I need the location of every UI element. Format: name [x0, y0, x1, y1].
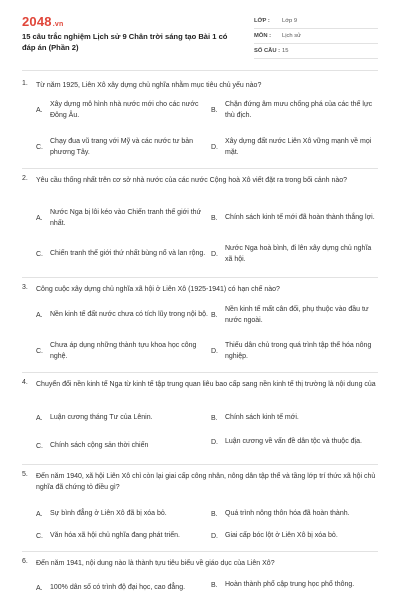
option-c[interactable] — [36, 439, 208, 453]
option-a[interactable] — [36, 208, 208, 229]
option-a[interactable] — [36, 100, 208, 121]
option-letter: B. — [211, 215, 218, 222]
option-b[interactable] — [211, 411, 376, 425]
option-b[interactable] — [211, 507, 376, 521]
option-letter: A. — [36, 107, 43, 114]
logo-text: 2048 — [22, 14, 52, 29]
option-c[interactable] — [36, 529, 208, 543]
option-letter: A. — [36, 510, 43, 518]
option-letter: B. — [211, 312, 218, 319]
question-text: Đến năm 1941, nội dung nào là thành tựu tiêu biểu về giáo dục của Liên Xô? — [36, 560, 275, 567]
option-text: Chưa áp dụng những thành tựu khoa học công nghệ. — [50, 342, 197, 360]
meta-table — [254, 14, 378, 59]
option-a[interactable] — [36, 578, 208, 599]
option-text: Quá trình nông thôn hóa đã hoàn thành. — [225, 509, 350, 517]
meta-row-subject — [254, 29, 378, 44]
option-c[interactable] — [36, 137, 208, 158]
option-letter: C. — [36, 532, 43, 540]
question-4 — [22, 379, 378, 464]
meta-value: 15 — [282, 48, 289, 54]
option-text: Xây dựng đất nước Liên Xô vững mạnh về mọi mặt. — [225, 138, 372, 156]
option-text: Xây dựng mô hình nhà nước mới cho các nước Đông Âu. — [50, 101, 199, 119]
option-text: Chính sách cộng sản thời chiến — [50, 441, 149, 449]
question-1 — [22, 80, 378, 165]
option-letter: D. — [211, 439, 218, 446]
option-b[interactable] — [211, 578, 376, 592]
divider — [22, 372, 378, 373]
question-text: Từ năm 1925, Liên Xô xây dựng chủ nghĩa nhằm mục tiêu chủ yếu nào? — [36, 82, 262, 89]
option-b[interactable] — [211, 208, 376, 229]
option-letter: B. — [211, 414, 218, 422]
option-letter: A. — [36, 215, 43, 222]
divider — [22, 70, 378, 71]
meta-key: MÔN : — [254, 33, 272, 39]
question-text: Yêu cầu thống nhất trên cơ sở nhà nước của các nước Cộng hoà Xô viết đặt ra trong bối cảnh nào? — [36, 177, 348, 184]
option-text: Văn hóa xã hội chủ nghĩa đang phát triển. — [50, 531, 180, 539]
option-c[interactable] — [36, 244, 208, 265]
question-text: Chuyển đổi nền kinh tế Nga từ kinh tế tập trung quan liêu bao cấp sang nền kinh tế thị trường là nội dung của — [36, 381, 376, 388]
meta-key: LỚP : — [254, 18, 270, 24]
option-d[interactable] — [211, 341, 376, 362]
divider — [22, 551, 378, 552]
meta-row-count — [254, 44, 378, 59]
question-number: 4. — [22, 379, 28, 386]
logo-suffix: .vn — [52, 21, 64, 28]
option-text: 100% dân số có trình độ đại học, cao đẳng. — [50, 584, 186, 592]
option-a[interactable] — [36, 305, 208, 326]
question-5 — [22, 471, 378, 548]
option-letter: A. — [36, 312, 43, 319]
option-letter: C. — [36, 442, 43, 450]
divider — [22, 464, 378, 465]
option-text: Chiến tranh thế giới thứ nhất bùng nổ và lan rộng. — [50, 250, 206, 258]
question-number: 2. — [22, 175, 28, 182]
site-logo[interactable] — [22, 14, 63, 29]
question-text: Đến năm 1940, xã hội Liên Xô chỉ còn lại giai cấp công nhân, nông dân tập thể và tầng lớp trí thức xã hội chủ nghĩa đã chứng tỏ điều gì? — [36, 473, 376, 491]
option-letter: D. — [211, 532, 218, 540]
option-letter: A. — [36, 414, 43, 422]
divider — [22, 277, 378, 278]
option-text: Chạy đua vũ trang với Mỹ và các nước tư bản phương Tây. — [50, 138, 194, 156]
option-text: Thiếu dân chủ trong quá trình tập thể hóa nông nghiệp. — [225, 342, 372, 360]
option-a[interactable] — [36, 507, 208, 521]
option-text: Nước Nga hoà bình, đi lên xây dựng chủ nghĩa xã hội. — [225, 245, 372, 263]
question-number: 5. — [22, 471, 28, 478]
meta-key: SỐ CÂU : — [254, 48, 281, 54]
option-text: Hoàn thành phổ cập trung học phổ thông. — [225, 580, 355, 588]
option-text: Nền kinh tế đất nước chưa có tích lũy trong nội bộ. — [50, 311, 208, 319]
option-letter: D. — [211, 144, 218, 151]
option-letter: B. — [211, 510, 218, 518]
option-letter: C. — [36, 144, 43, 151]
option-d[interactable] — [211, 432, 376, 453]
option-text: Sự bình đẳng ở Liên Xô đã bị xóa bỏ. — [50, 509, 167, 517]
question-2 — [22, 175, 378, 275]
option-text: Giai cấp bóc lột ở Liên Xô bị xóa bỏ. — [225, 531, 338, 539]
question-text: Công cuộc xây dựng chủ nghĩa xã hội ở Liên Xô (1925-1941) có hạn chế nào? — [36, 286, 280, 293]
meta-value: Lịch sử — [282, 33, 302, 39]
option-d[interactable] — [211, 529, 376, 543]
option-text: Chặn đứng âm mưu chống phá của các thế lực thù địch. — [225, 101, 373, 119]
meta-row-class — [254, 14, 378, 29]
option-letter: A. — [36, 585, 43, 592]
option-c[interactable] — [36, 341, 208, 362]
option-text: Nước Nga bị lôi kéo vào Chiến tranh thế giới thứ nhất. — [50, 209, 202, 227]
option-b[interactable] — [211, 305, 376, 326]
option-a[interactable] — [36, 411, 208, 425]
option-text: Chính sách kinh tế mới. — [225, 413, 299, 421]
divider — [22, 168, 378, 169]
option-d[interactable] — [211, 137, 376, 158]
option-text: Luận cương về vấn đề dân tộc và thuộc địa. — [225, 438, 362, 446]
question-number: 6. — [22, 558, 28, 565]
document-header — [22, 12, 378, 64]
option-b[interactable] — [211, 100, 376, 121]
option-letter: C. — [36, 251, 43, 258]
option-text: Nền kinh tế mất cân đối, phụ thuộc vào đầu tư nước ngoài. — [225, 306, 369, 324]
option-letter: D. — [211, 348, 218, 355]
option-letter: B. — [211, 107, 218, 114]
option-text: Luận cương tháng Tư của Lênin. — [50, 413, 153, 421]
question-3 — [22, 284, 378, 372]
option-d[interactable] — [211, 244, 376, 265]
option-letter: B. — [211, 581, 218, 589]
option-letter: C. — [36, 348, 43, 355]
option-letter: D. — [211, 251, 218, 258]
option-text: Chính sách kinh tế mới đã hoàn thành thắng lợi. — [225, 214, 375, 222]
question-number: 3. — [22, 284, 28, 291]
question-number: 1. — [22, 80, 28, 87]
page-title: 15 câu trắc nghiệm Lịch sử 9 Chân trời sáng tạo Bài 1 có đáp án (Phần 2) — [22, 32, 228, 52]
meta-value: Lớp 9 — [282, 18, 298, 24]
question-6 — [22, 558, 378, 600]
